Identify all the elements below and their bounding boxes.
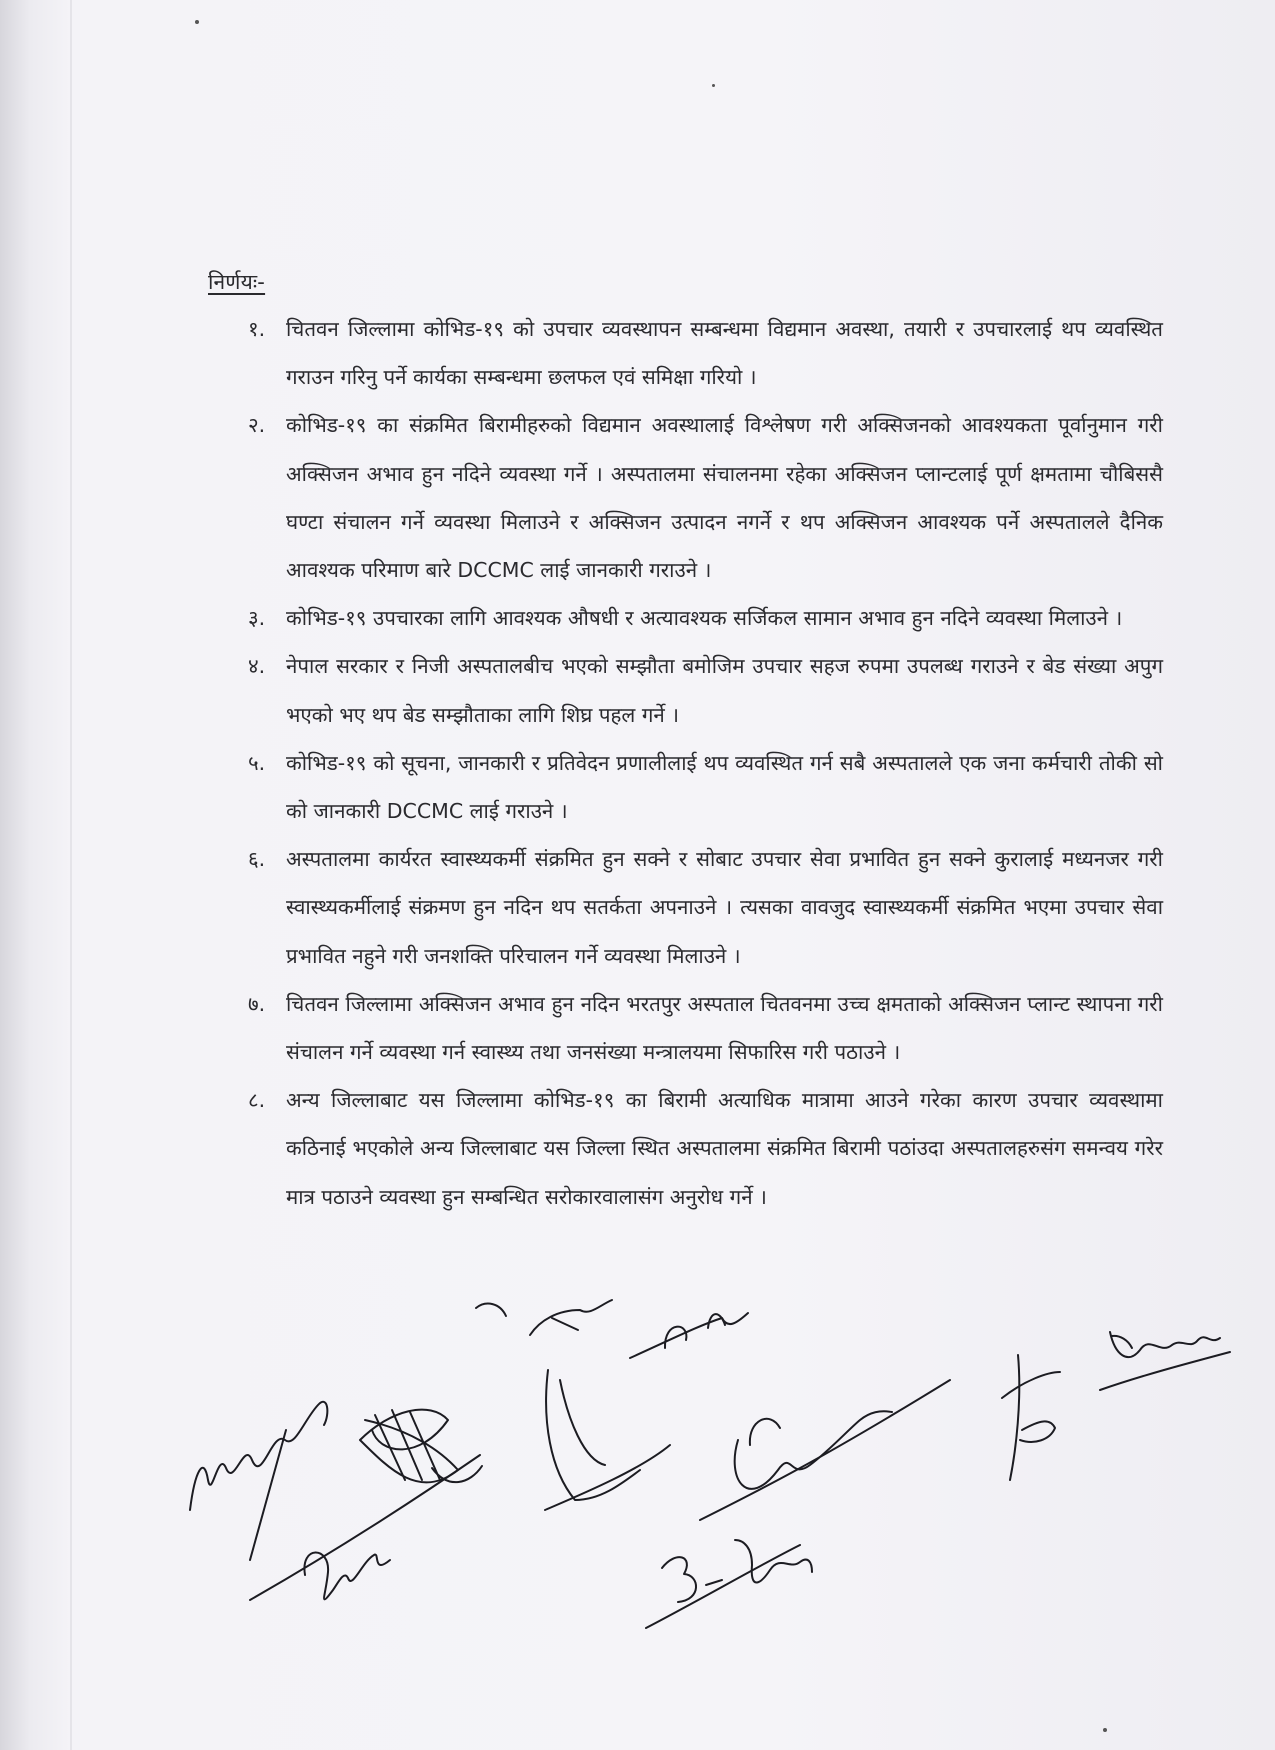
decision-text: चितवन जिल्लामा अक्सिजन अभाव हुन नदिन भरतपुर अस्पताल चितवनमा उच्च क्षमताको अक्सिजन प्लान्ट स्थापना गरी संचालन गर्ने व्यवस्था गर्न स्वास्थ्य तथा जनसंख्या मन्त्रालयमा सिफारिस गरी पठाउने । [286,991,1163,1065]
decision-text: अस्पतालमा कार्यरत स्वास्थ्यकर्मी संक्रमित हुन सक्ने र सोबाट उपचार सेवा प्रभावित हुन सक्ने कुरालाई मध्यनजर गरी स्वास्थ्यकर्मीलाई संक्रमण हुन नदिन थप सतर्कता अपनाउने । त्यसका वावजुद स्वास्थ्यकर्मी संक्रमित भएमा उपचार सेवा प्रभावित नहुने गरी जनशक्ति परिचालन गर्ने व्यवस्था मिलाउने । [286,847,1163,968]
decision-text: नेपाल सरकार र निजी अस्पतालबीच भएको सम्झौता बमोजिम उपचार सहज रुपमा उपलब्ध गराउने र बेड संख्या अपुग भएको भए थप बेड सम्झौताका लागि शिघ्र पहल गर्ने । [286,654,1163,727]
decision-item-3 [248,594,1163,642]
signature-9 [1002,1355,1060,1480]
decision-item-1 [248,305,1163,401]
signature-2 [360,1410,482,1483]
decision-number: ८. [248,1088,266,1113]
signature-1 [190,1402,327,1560]
signature-8 [646,1540,812,1628]
decisions-heading: निर्णयः- [208,270,266,294]
decision-number: ३. [248,606,266,631]
decision-item-7 [248,980,1163,1076]
signature-5 [545,1370,670,1510]
decision-number: २. [248,413,266,438]
paper-edge [70,0,72,1750]
decision-item-5 [248,739,1163,835]
dust-speck [1103,1728,1107,1732]
signature-11 [476,1304,506,1316]
decision-item-8 [248,1076,1163,1221]
signature-6 [630,1313,748,1358]
signature-4 [530,1300,612,1335]
signature-3 [250,1455,480,1600]
signature-10 [1100,1332,1230,1390]
decision-text: कोभिड-१९ का संक्रमित बिरामीहरुको विद्यमान अवस्थालाई विश्लेषण गरी अक्सिजनको आवश्यकता पूर्वानुमान गरी अक्सिजन अभाव हुन नदिने व्यवस्था गर्ने । अस्पतालमा संचालनमा रहेका अक्सिजन प्लान्टलाई पूर्ण क्षमतामा चौबिससै घण्टा संचालन गर्ने व्यवस्था मिलाउने र अक्सिजन उत्पादन नगर्ने र थप अक्सिजन आवश्यक पर्ने अस्पतालले दैनिक आवश्यक परिमाण बारे DCCMC लाई जानकारी गराउने । [286,413,1163,583]
dust-speck [712,84,715,87]
dust-speck [195,20,199,24]
decision-text: कोभिड-१९ को सूचना, जानकारी र प्रतिवेदन प्रणालीलाई थप व्यवस्थित गर्न सबै अस्पतालले एक जना कर्मचारी तोकी सो को जानकारी DCCMC लाई गराउने । [286,750,1163,824]
decision-number: ६. [248,847,266,872]
decision-text: अन्य जिल्लाबाट यस जिल्लामा कोभिड-१९ का बिरामी अत्याधिक मात्रामा आउने गरेका कारण उपचार व्यवस्थामा कठिनाई भएकोले अन्य जिल्लाबाट यस जिल्ला स्थित अस्पतालमा संक्रमित बिरामी पठांउदा अस्पतालहरुसंग समन्वय गरेर मात्र पठाउने व्यवस्था हुन सम्बन्धित सरोकारवालासंग अनुरोध गर्ने । [286,1088,1163,1209]
decision-number: ७. [248,991,266,1016]
signature-7 [700,1380,950,1520]
decision-text: चितवन जिल्लामा कोभिड-१९ को उपचार व्यवस्थापन सम्बन्धमा विद्यमान अवस्था, तयारी र उपचारलाई थप व्यवस्थित गराउन गरिनु पर्ने कार्यका सम्बन्धमा छलफल एवं समिक्षा गरियो । [286,317,1163,390]
decision-text: कोभिड-१९ उपचारका लागि आवश्यक औषधी र अत्यावश्यक सर्जिकल सामान अभाव हुन नदिने व्यवस्था मिलाउने । [286,606,1123,631]
decision-item-2 [248,401,1163,594]
decision-number: ४. [248,654,266,679]
decision-number: ५. [248,750,266,775]
decision-item-4 [248,642,1163,738]
decision-item-6 [248,835,1163,980]
decision-number: १. [248,317,266,341]
decision-list [248,305,1163,1221]
